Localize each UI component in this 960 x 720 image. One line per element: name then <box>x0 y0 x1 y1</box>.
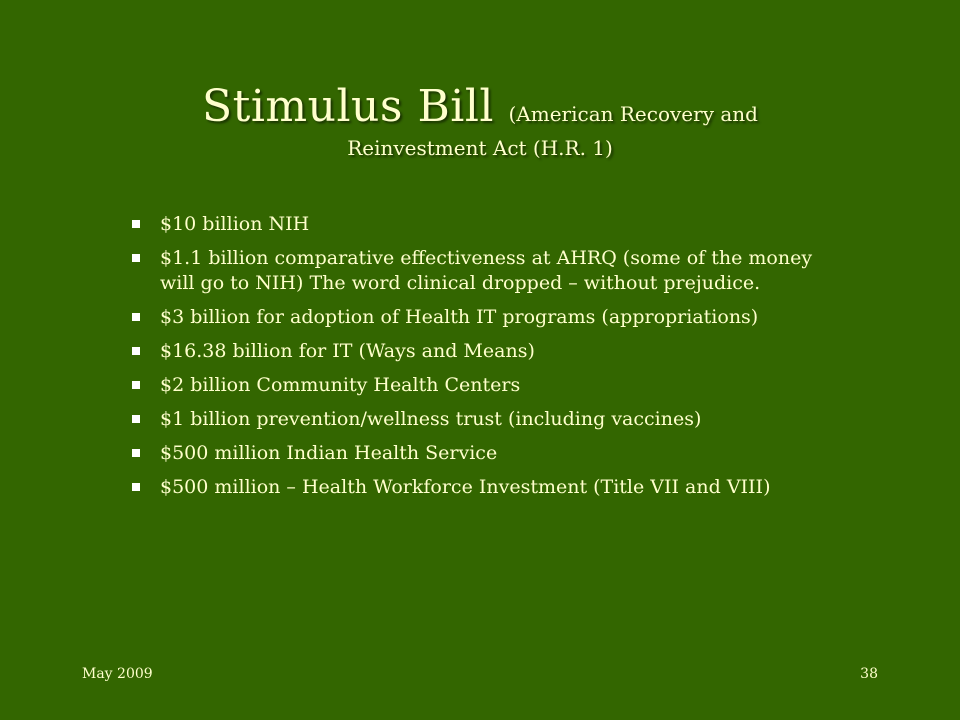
bullet-text: $500 million Indian Health Service <box>160 442 498 464</box>
square-bullet-icon <box>132 381 140 389</box>
bullet-item <box>132 441 852 466</box>
bullet-item <box>132 373 852 398</box>
bullet-text: $16.38 billion for IT (Ways and Means) <box>160 340 535 362</box>
bullet-text: $500 million – Health Workforce Investment (Title VII and VIII) <box>160 476 771 498</box>
bullet-item <box>132 212 852 237</box>
square-bullet-icon <box>132 449 140 457</box>
bullet-item <box>132 475 852 500</box>
bullet-item <box>132 246 852 296</box>
page-number: 38 <box>860 666 878 682</box>
title-subtitle-line2: Reinvestment Act (H.R. 1) <box>347 135 613 160</box>
title-subtitle-line1: (American Recovery and <box>508 102 758 126</box>
square-bullet-icon <box>132 483 140 491</box>
bullet-item <box>132 339 852 364</box>
bullet-list <box>132 212 852 509</box>
footer-date: May 2009 <box>82 666 153 682</box>
bullet-text: $1.1 billion comparative effectiveness at AHRQ (some of the money will go to NIH) The word clinical dropped – without prejudice. <box>160 247 813 294</box>
bullet-item <box>132 407 852 432</box>
bullet-item <box>132 305 852 330</box>
bullet-text: $3 billion for adoption of Health IT programs (appropriations) <box>160 306 759 328</box>
slide-title <box>90 82 870 160</box>
square-bullet-icon <box>132 347 140 355</box>
square-bullet-icon <box>132 254 140 262</box>
bullet-text: $1 billion prevention/wellness trust (including vaccines) <box>160 408 702 430</box>
bullet-text: $2 billion Community Health Centers <box>160 374 521 396</box>
square-bullet-icon <box>132 220 140 228</box>
square-bullet-icon <box>132 313 140 321</box>
square-bullet-icon <box>132 415 140 423</box>
title-main: Stimulus Bill <box>202 81 509 132</box>
bullet-text: $10 billion NIH <box>160 213 310 235</box>
